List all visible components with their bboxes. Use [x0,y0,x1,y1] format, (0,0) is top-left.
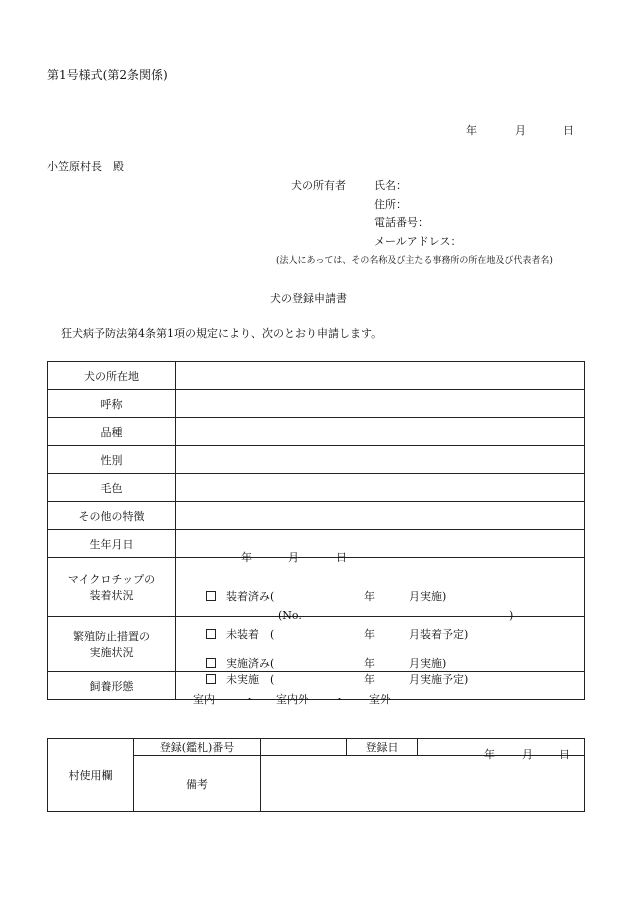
owner-phone-label: 電話番号： [374,216,429,229]
date-month-label: 月 [515,124,526,137]
birth-date-field[interactable] [176,530,585,564]
coat-color-label: 毛色 [48,474,176,502]
microchip-label-line2: 装着状況 [89,589,134,602]
form-number: 第1号様式(第2条関係) [47,68,168,82]
intro-text: 狂犬病予防法第4条第1項の規定により、次のとおり申請します。 [61,327,383,340]
features-label: その他の特徴 [48,502,176,530]
birth-year-label: 年 [241,550,252,564]
microchip-installed-year: 年 [364,590,375,603]
date-year-label: 年 [466,124,477,137]
microchip-number-prefix: (No. [278,609,302,622]
reg-year-label: 年 [484,748,495,761]
microchip-installed-option[interactable]: 装着済み( [206,590,274,603]
document-title: 犬の登録申請書 [270,292,347,305]
checkbox-icon[interactable] [206,591,216,601]
microchip-label-line1: マイクロチップの [67,573,156,586]
remarks-label: 備考 [134,756,261,812]
microchip-label [48,558,176,617]
birth-month-label: 月 [288,550,299,564]
breeding-prevention-label [48,617,176,672]
features-field[interactable] [176,502,585,530]
breeding-done-month: 月実施) [409,657,447,670]
birth-date-label: 生年月日 [48,530,176,558]
microchip-field [176,558,585,641]
checkbox-icon[interactable] [206,674,216,684]
village-use-label: 村使用欄 [48,739,134,812]
date-day-label: 日 [563,124,574,137]
owner-email-label: メールアドレス： [374,235,462,248]
housing-outdoor-option[interactable]: 室外 [369,692,391,706]
corporation-note: (法人にあっては、その名称及び主たる事務所の所在地及び代表者名) [276,256,553,266]
breeding-done-year: 年 [364,657,375,670]
housing-mixed-option[interactable]: 室内外 [276,692,309,706]
breeding-planned-year: 年 [364,673,375,686]
owner-label: 犬の所有者 [291,179,346,192]
breeding-prevention-field [176,617,585,686]
registration-date-label: 登録日 [347,739,418,756]
breeding-not-done-option[interactable]: 未実施 ( [206,673,274,686]
housing-separator-2: ・ [334,692,345,706]
owner-name-label: 氏名： [374,179,407,192]
dog-name-field[interactable] [176,390,585,418]
location-field[interactable] [176,362,585,390]
housing-label: 飼養形態 [48,672,176,700]
housing-separator-1: ・ [244,692,255,706]
housing-indoor-option[interactable]: 室内 [193,692,215,706]
microchip-planned-month: 月装着予定) [409,628,469,641]
remarks-field[interactable] [261,756,585,812]
coat-color-field[interactable] [176,474,585,502]
microchip-installed-month: 月実施) [409,590,447,603]
breeding-done-option[interactable]: 実施済み( [206,657,274,670]
microchip-not-installed-option[interactable]: 未装着 ( [206,628,274,641]
dog-info-table [47,361,585,706]
tag-number-label: 登録(鑑札)番号 [134,739,261,756]
sex-field[interactable] [176,446,585,474]
dog-name-label: 呼称 [48,390,176,418]
tag-number-field[interactable] [261,739,347,756]
village-use-table [47,738,585,812]
checkbox-icon[interactable] [206,629,216,639]
checkbox-icon[interactable] [206,658,216,668]
microchip-number-suffix: ) [509,609,514,622]
sex-label: 性別 [48,446,176,474]
breed-label: 品種 [48,418,176,446]
microchip-planned-year: 年 [364,628,375,641]
breeding-label-line2: 実施状況 [89,646,134,659]
breeding-label-line1: 繁殖防止措置の [73,630,150,643]
breed-field[interactable] [176,418,585,446]
location-label: 犬の所在地 [48,362,176,390]
breeding-planned-month: 月実施予定) [409,673,469,686]
birth-day-label: 日 [336,550,347,564]
addressee: 小笠原村長 殿 [47,160,124,173]
owner-address-label: 住所： [374,198,407,211]
reg-day-label: 日 [559,748,570,761]
registration-date-field[interactable] [418,739,585,761]
reg-month-label: 月 [522,748,533,761]
